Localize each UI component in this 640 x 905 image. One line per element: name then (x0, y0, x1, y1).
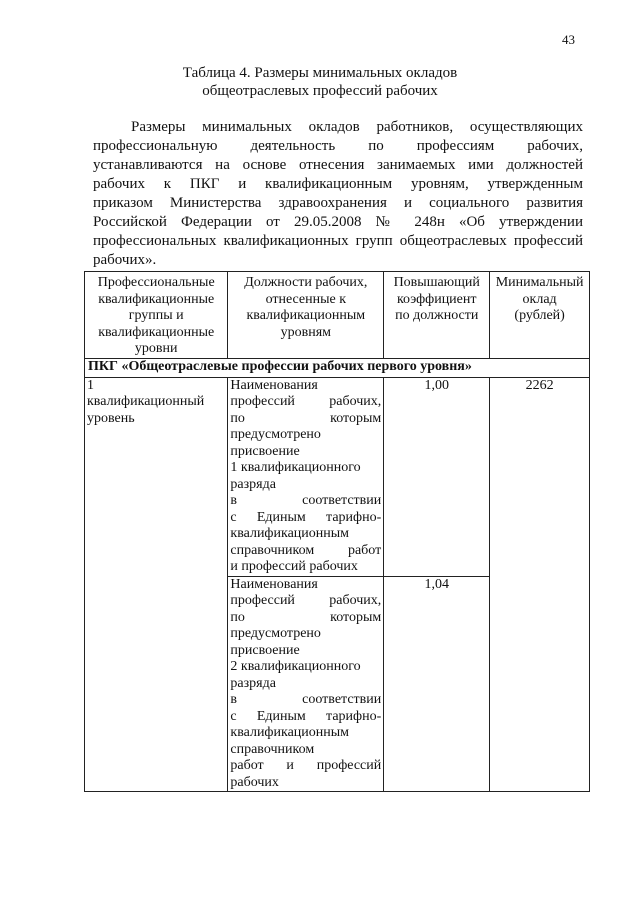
desc-line: справочником (230, 741, 315, 757)
table-title-line-2: общеотраслевых профессий рабочих (202, 83, 438, 99)
section-title: ПКГ «Общеотраслевые профессии рабочих первого уровня» (85, 358, 590, 377)
header-text: по должности (395, 308, 479, 323)
header-text: уровни (134, 341, 178, 356)
desc-line: с Единым тарифно- (230, 708, 382, 724)
desc-line: работ и профессий (230, 758, 382, 773)
header-text: квалификационные (98, 324, 215, 340)
desc-line: с Единым тарифно- (230, 509, 382, 525)
header-text: оклад (522, 291, 557, 307)
coefficient-cell: 1,04 (384, 576, 490, 792)
coefficient-cell: 1,00 (384, 377, 490, 576)
position-description-cell (228, 576, 384, 792)
header-text: Профессиональные (97, 275, 215, 290)
table-title (0, 64, 640, 100)
position-description-cell (228, 377, 384, 576)
header-text: Должности рабочих, (244, 275, 368, 290)
header-text: Минимальный (495, 275, 584, 290)
desc-line: 1 квалификационного (230, 460, 361, 475)
level-text: 1 (87, 377, 94, 393)
header-coefficient (384, 272, 490, 359)
desc-line: по которым (230, 410, 382, 426)
desc-line: рабочих (230, 774, 279, 790)
header-qualification-groups (85, 272, 228, 359)
desc-line: квалификационным (230, 526, 350, 541)
table-title-line-1: Таблица 4. Размеры минимальных окладов (182, 65, 458, 81)
desc-line: предусмотрено (230, 626, 321, 641)
desc-line: в соответствии (230, 493, 382, 508)
desc-line: присвоение (230, 443, 300, 459)
desc-line: разряда (230, 476, 276, 492)
desc-line: 2 квалификационного (230, 659, 361, 674)
header-text: квалификационным (246, 308, 366, 323)
desc-line: разряда (230, 675, 276, 691)
intro-line: рабочих к ПКГ и квалификационным уровням, утвержденным (93, 176, 583, 192)
desc-line: присвоение (230, 642, 300, 658)
header-text: отнесенные к (265, 291, 347, 307)
desc-line: профессий рабочих, (230, 593, 382, 608)
header-minimum-salary (490, 272, 590, 359)
desc-line: справочником работ (230, 542, 382, 558)
table-header-row (85, 272, 590, 359)
desc-line: и профессий рабочих (230, 559, 358, 574)
header-text: коэффициент (396, 291, 477, 307)
intro-line: профессиональную деятельность по профессиям рабочих, (93, 138, 583, 154)
header-text: Повышающий (393, 275, 480, 290)
desc-line: предусмотрено (230, 427, 321, 442)
minimum-salary-cell: 2262 (490, 377, 590, 792)
intro-line: Российской Федерации от 29.05.2008 № 248н «Об утверждении (93, 214, 583, 230)
desc-line: квалификационным (230, 725, 350, 740)
level-text: квалификационный (87, 394, 205, 409)
salary-table (84, 271, 590, 792)
intro-paragraph (93, 118, 583, 270)
desc-line: в соответствии (230, 692, 382, 707)
header-text: (рублей) (514, 308, 565, 323)
desc-line: по которым (230, 609, 382, 625)
header-text: группы и (128, 308, 184, 323)
intro-line: Размеры минимальных окладов работников, осуществляющих (131, 119, 583, 135)
qualification-level-cell (85, 377, 228, 792)
desc-line: Наименования (230, 377, 318, 393)
header-positions (228, 272, 384, 359)
header-text: квалификационные (98, 291, 215, 307)
level-text: уровень (87, 410, 135, 426)
intro-line: рабочих». (93, 252, 157, 268)
intro-line: профессиональных квалификационных групп общеотраслевых профессий (93, 233, 583, 249)
header-text: уровням (280, 324, 332, 340)
page-number: 43 (562, 32, 575, 47)
desc-line: Наименования (230, 576, 318, 592)
table-row (85, 377, 590, 576)
section-row (85, 358, 590, 377)
intro-line: устанавливаются на основе отнесения занимаемых ими должностей (93, 157, 583, 173)
desc-line: профессий рабочих, (230, 394, 382, 409)
intro-line: приказом Министерства здравоохранения и социального развития (93, 195, 583, 211)
